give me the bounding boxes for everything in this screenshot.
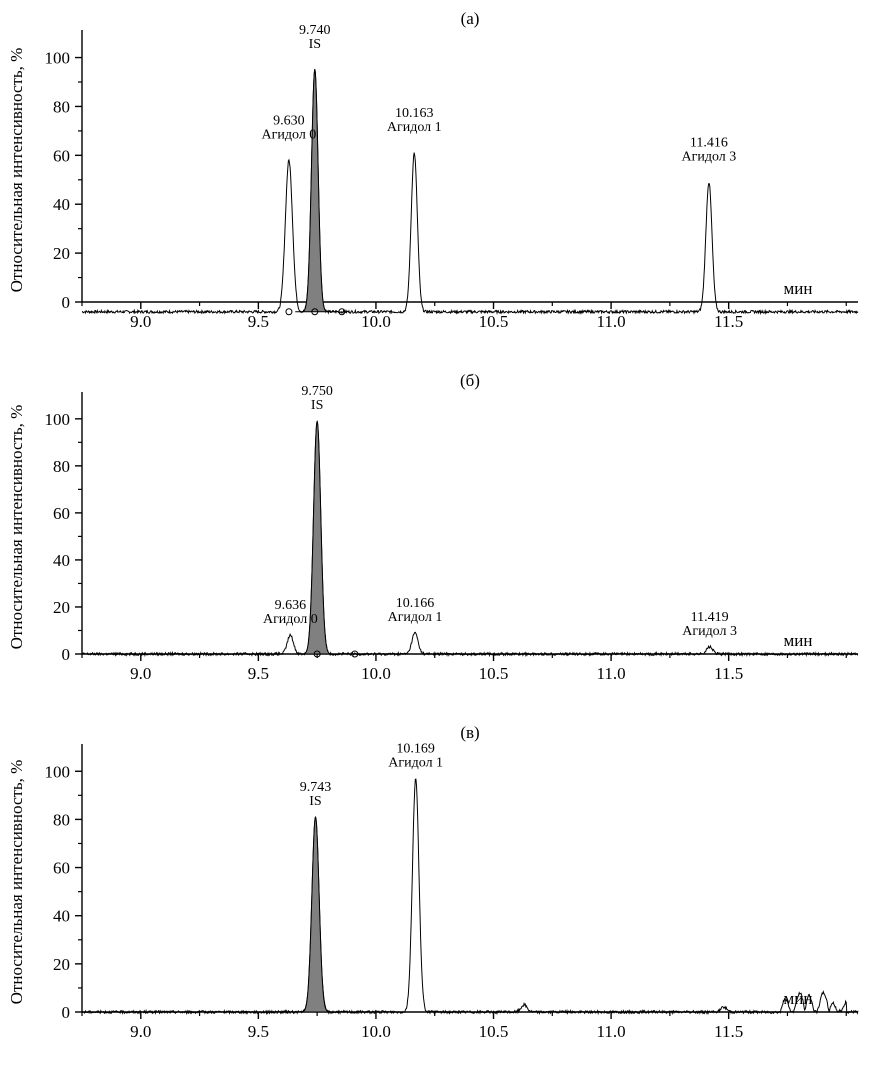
y-axis-label: Относительная интенсивность, % <box>7 47 26 293</box>
x-tick-label: 9.5 <box>247 312 269 331</box>
y-axis-label: Относительная интенсивность, % <box>7 759 26 1005</box>
y-tick-label: 100 <box>44 409 70 429</box>
peak-compound-name: IS <box>310 398 324 414</box>
peak-annotation <box>388 596 443 625</box>
panel-container-3 <box>0 714 870 1072</box>
x-tick-label: 11.0 <box>596 664 626 683</box>
y-tick-label: 0 <box>61 1003 70 1022</box>
y-tick-label: 40 <box>53 550 70 570</box>
peak-retention-time: 11.416 <box>689 135 728 151</box>
peak-annotation <box>387 106 442 135</box>
x-tick-label: 11.0 <box>596 1022 626 1041</box>
integration-marker <box>286 309 292 315</box>
peak-retention-time: 9.743 <box>299 780 332 795</box>
peak-compound-name: Агидол 0 <box>262 612 318 628</box>
x-axis-unit: мин <box>783 279 813 298</box>
peak-annotation <box>388 741 443 770</box>
peak-compound-name: Агидол 3 <box>681 149 737 165</box>
peak-compound-name: IS <box>309 794 322 809</box>
y-tick-label: 100 <box>44 762 70 782</box>
y-tick-label: 20 <box>53 244 70 264</box>
y-tick-label: 60 <box>53 146 70 166</box>
peak-annotation <box>682 610 737 639</box>
peak-compound-name: Агидол 1 <box>387 609 443 625</box>
peak-retention-time: 9.750 <box>301 384 333 400</box>
axes <box>45 744 859 1041</box>
x-axis-unit: мин <box>783 989 813 1008</box>
y-tick-label: 0 <box>61 293 70 312</box>
peak-retention-time: 10.166 <box>395 595 435 611</box>
x-tick-label: 10.0 <box>361 664 391 683</box>
panel-letter: (а) <box>460 9 480 28</box>
y-tick-label: 80 <box>53 456 70 476</box>
chromatogram-trace <box>82 422 858 655</box>
peak-compound-name: Агидол 1 <box>386 120 442 136</box>
peak-compound-name: Агидол 1 <box>388 755 444 771</box>
internal-standard-peak-fill <box>294 817 337 1012</box>
y-tick-label: 100 <box>44 48 70 68</box>
axes <box>45 392 859 683</box>
peak-retention-time: 10.163 <box>395 106 434 122</box>
y-tick-label: 80 <box>53 97 70 117</box>
y-tick-label: 80 <box>53 810 70 830</box>
peak-retention-time: 11.419 <box>690 609 729 625</box>
x-tick-label: 10.0 <box>361 312 391 331</box>
peak-retention-time: 10.169 <box>396 741 435 757</box>
panel-letter: (в) <box>460 723 480 742</box>
peak-annotation <box>262 113 317 142</box>
y-tick-label: 40 <box>53 906 70 926</box>
panel-letter: (б) <box>460 371 480 390</box>
y-tick-label: 60 <box>53 503 70 523</box>
y-axis-label: Относительная интенсивность, % <box>7 404 26 650</box>
internal-standard-peak-fill <box>295 70 334 312</box>
peak-annotation <box>301 384 333 413</box>
x-tick-label: 9.0 <box>130 1022 152 1041</box>
chart-panel-1 <box>0 0 870 362</box>
y-tick-label: 20 <box>53 954 70 974</box>
peak-compound-name: Агидол 3 <box>682 623 738 639</box>
chromatogram-trace <box>82 69 858 313</box>
x-tick-label: 10.0 <box>361 1022 391 1041</box>
peak-annotation <box>300 780 332 809</box>
chart-panel-3 <box>0 714 870 1072</box>
y-tick-label: 40 <box>53 195 70 215</box>
peak-annotation <box>299 23 331 52</box>
x-tick-label: 11.0 <box>596 312 626 331</box>
y-tick-label: 20 <box>53 597 70 617</box>
peak-compound-name: Агидол 0 <box>261 127 317 143</box>
peak-retention-time: 9.630 <box>273 113 305 129</box>
x-tick-label: 10.5 <box>478 664 509 683</box>
panel-container-1 <box>0 0 870 362</box>
y-tick-label: 60 <box>53 858 70 878</box>
x-tick-label: 10.5 <box>478 312 509 331</box>
chart-panel-2 <box>0 362 870 714</box>
x-tick-label: 9.0 <box>130 312 152 331</box>
x-tick-label: 11.5 <box>714 312 744 331</box>
y-tick-label: 0 <box>61 645 70 664</box>
x-tick-label: 9.5 <box>247 1022 269 1041</box>
axes <box>45 30 859 331</box>
x-tick-label: 9.0 <box>130 664 152 683</box>
x-tick-label: 11.5 <box>714 664 744 683</box>
panel-container-2 <box>0 362 870 714</box>
x-axis-unit: мин <box>783 631 813 650</box>
x-tick-label: 10.5 <box>478 1022 509 1041</box>
peak-annotation <box>682 135 737 164</box>
x-tick-label: 9.5 <box>247 664 269 683</box>
peak-retention-time: 9.740 <box>299 23 331 38</box>
peak-annotation <box>263 598 318 627</box>
chromatogram-trace <box>82 779 858 1013</box>
peak-compound-name: IS <box>308 37 322 52</box>
peak-retention-time: 9.636 <box>274 598 307 614</box>
x-tick-label: 11.5 <box>714 1022 744 1041</box>
